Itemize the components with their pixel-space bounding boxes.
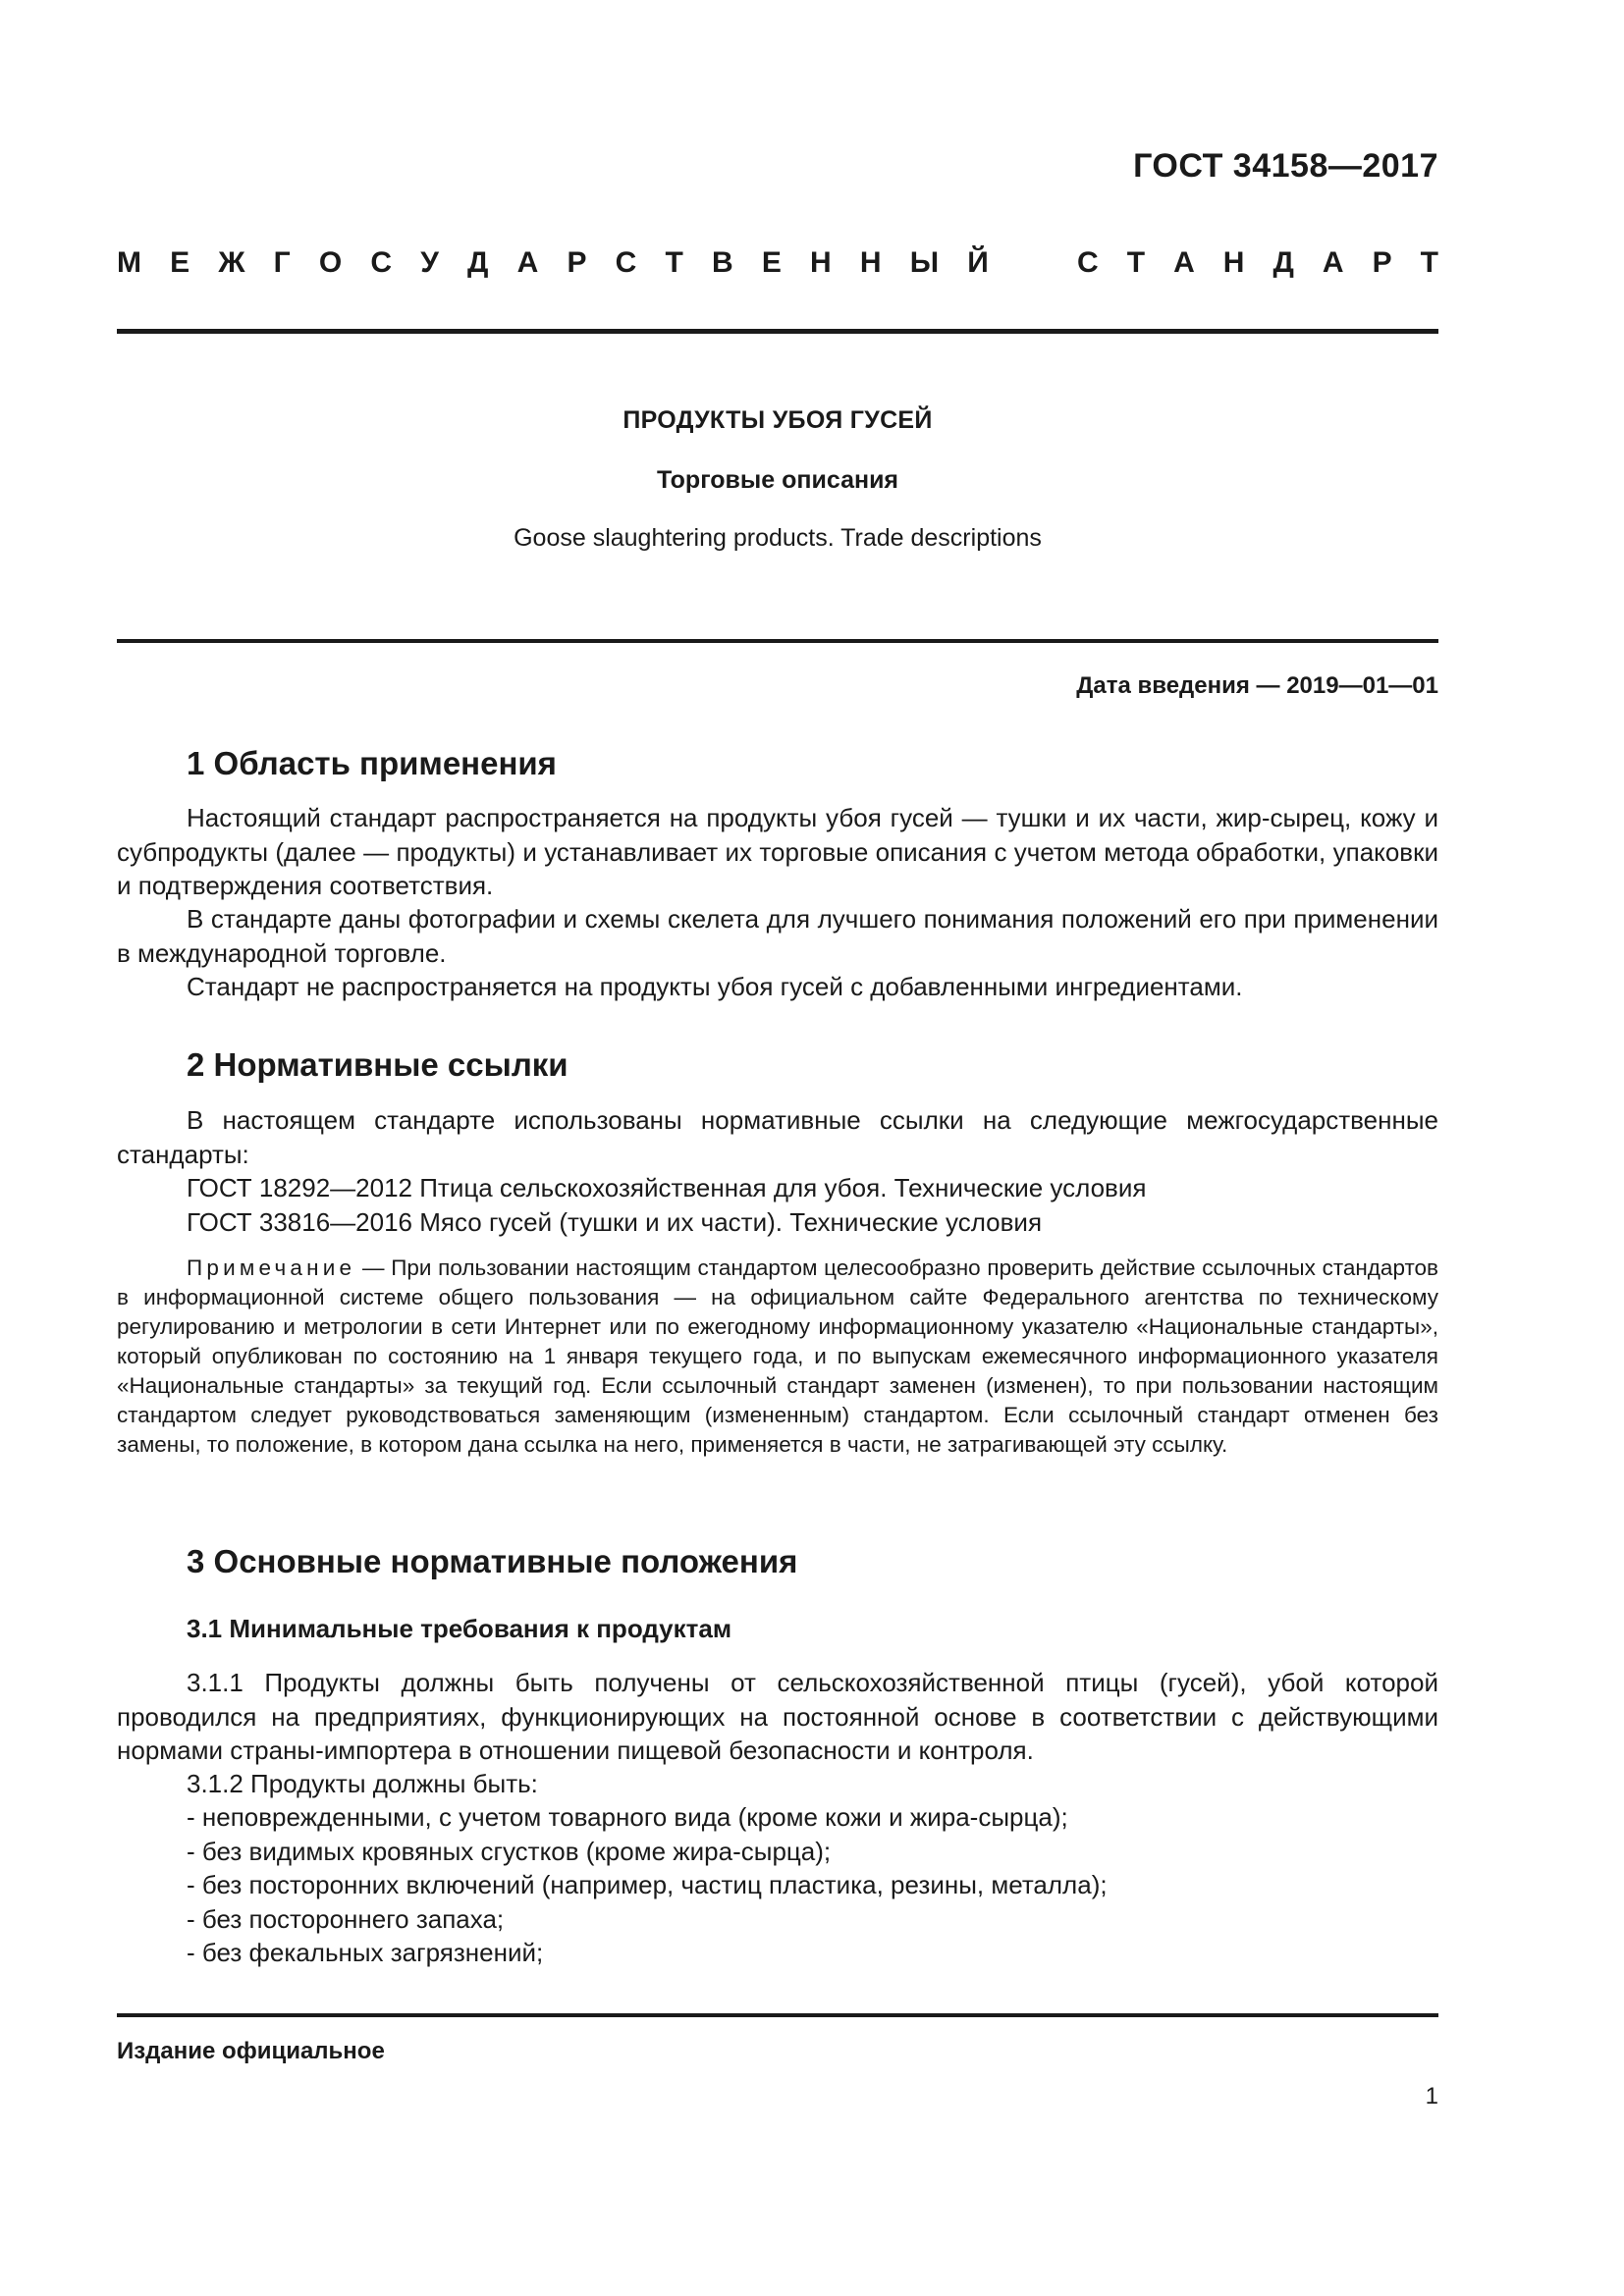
banner-letter: Т [1420,246,1438,279]
banner-letter: Р [567,246,587,279]
normative-reference-2: ГОСТ 33816—2016 Мясо гусей (тушки и их части). Технические условия [187,1207,1043,1237]
banner-letter: М [117,246,141,279]
note-text: — При пользовании настоящим стандартом целесообразно проверить действие ссылочных стандартов в информационной системе общего пользования — на официальном сайте Федерального агентства по техническому регулированию и метрологии в сети Интернет или по ежегодному информационному указателю «Национальные стандарты», который опубликован по состоянию на 1 января текущего года, и по выпускам ежемесячного информационного указателя «Национальные стандарты» за текущий год. Если ссылочный стандарт заменен (изменен), то при пользовании настоящим стандартом следует руководствоваться заменяющим (измененным) стандартом. Если ссылочный стандарт отменен без замены, то положение, в котором дана ссылка на него, применяется в части, не затрагивающей эту ссылку. [117,1255,1438,1457]
normative-reference-1: ГОСТ 18292—2012 Птица сельскохозяйственная для убоя. Технические условия [187,1173,1147,1202]
banner-letter: Й [967,246,989,279]
english-title: Goose slaughtering products. Trade descriptions [514,524,1042,552]
banner-letter: А [516,246,539,279]
banner-letter: Ж [218,246,245,279]
section-3-heading: 3 Основные нормативные положения [187,1543,798,1579]
requirement-item: - без видимых кровяных сгустков (кроме жира-сырца); [187,1837,832,1866]
section-2-heading: 2 Нормативные ссылки [187,1046,568,1083]
title-rule [117,639,1438,643]
official-edition-label: Издание официальное [117,2038,385,2064]
requirement-item: - без фекальных загрязнений; [187,1938,544,1967]
section-2-paragraph-1: В настоящем стандарте использованы нормативные ссылки на следующие межгосударственные стандарты: [117,1105,1438,1169]
banner-letter: С [1077,246,1099,279]
document-page [117,0,1438,2296]
section-1-paragraph-3: Стандарт не распространяется на продукты убоя гусей с добавленными ингредиентами. [187,972,1243,1001]
clause-3-1-2: 3.1.2 Продукты должны быть: [187,1769,538,1798]
banner-letter: С [370,246,393,279]
banner-letter: Н [1222,246,1245,279]
requirement-item: - неповрежденными, с учетом товарного вида (кроме кожи и жира-сырца); [187,1802,1068,1832]
requirement-item: - без постороннего запаха; [187,1904,505,1934]
section-1-heading: 1 Область применения [187,745,557,781]
banner-word-standard [1077,246,1438,280]
introduction-date: Дата введения — 2019—01—01 [1076,672,1438,699]
banner-letter: Г [273,246,291,279]
footer-rule [117,2013,1438,2017]
references-note [117,1254,1438,1460]
banner-letter: С [615,246,637,279]
subsection-3-1-heading: 3.1 Минимальные требования к продуктам [187,1614,732,1643]
banner-letter: Т [1126,246,1146,279]
banner-letter: А [1173,246,1195,279]
clause-3-1-1: 3.1.1 Продукты должны быть получены от сельскохозяйственной птицы (гусей), убой которой проводился на предприятиях, функционирующих на постоянной основе в соответствии с действующими нормами страны-импортера в отношении пищевой безопасности и контроля. [117,1668,1438,1765]
banner-letter: О [318,246,343,279]
banner-letter: Н [859,246,882,279]
top-rule [117,329,1438,334]
document-title: ПРОДУКТЫ УБОЯ ГУСЕЙ [623,406,933,434]
banner-letter: Т [665,246,683,279]
note-label: Примечание [187,1255,356,1280]
page-number: 1 [1425,2083,1438,2109]
banner-letter: У [420,246,439,279]
banner-letter: Н [810,246,832,279]
banner-letter: Д [467,246,489,279]
section-1-paragraph-1: Настоящий стандарт распространяется на продукты убоя гусей — тушки и их части, жир-сырец, кожу и субпродукты (далее — продукты) и устанавливает их торговые описания с учетом метода обработки, упаковки и подтверждения соответствия. [117,803,1438,900]
banner-word-interstate [117,246,989,280]
banner-letter: В [711,246,733,279]
banner-letter: Ы [909,246,940,279]
banner-letter: Р [1372,246,1392,279]
section-1-paragraph-2: В стандарте даны фотографии и схемы скелета для лучшего понимания положений его при применении в международной торговле. [117,904,1438,968]
banner-letter: А [1322,246,1344,279]
document-subtitle: Торговые описания [656,466,899,494]
document-number: ГОСТ 34158—2017 [1133,147,1438,185]
banner-letter: Д [1272,246,1294,279]
banner-letter: Е [170,246,190,279]
standard-type-banner [117,246,1438,280]
requirement-item: - без посторонних включений (например, частиц пластика, резины, металла); [187,1870,1108,1899]
banner-letter: Е [761,246,782,279]
